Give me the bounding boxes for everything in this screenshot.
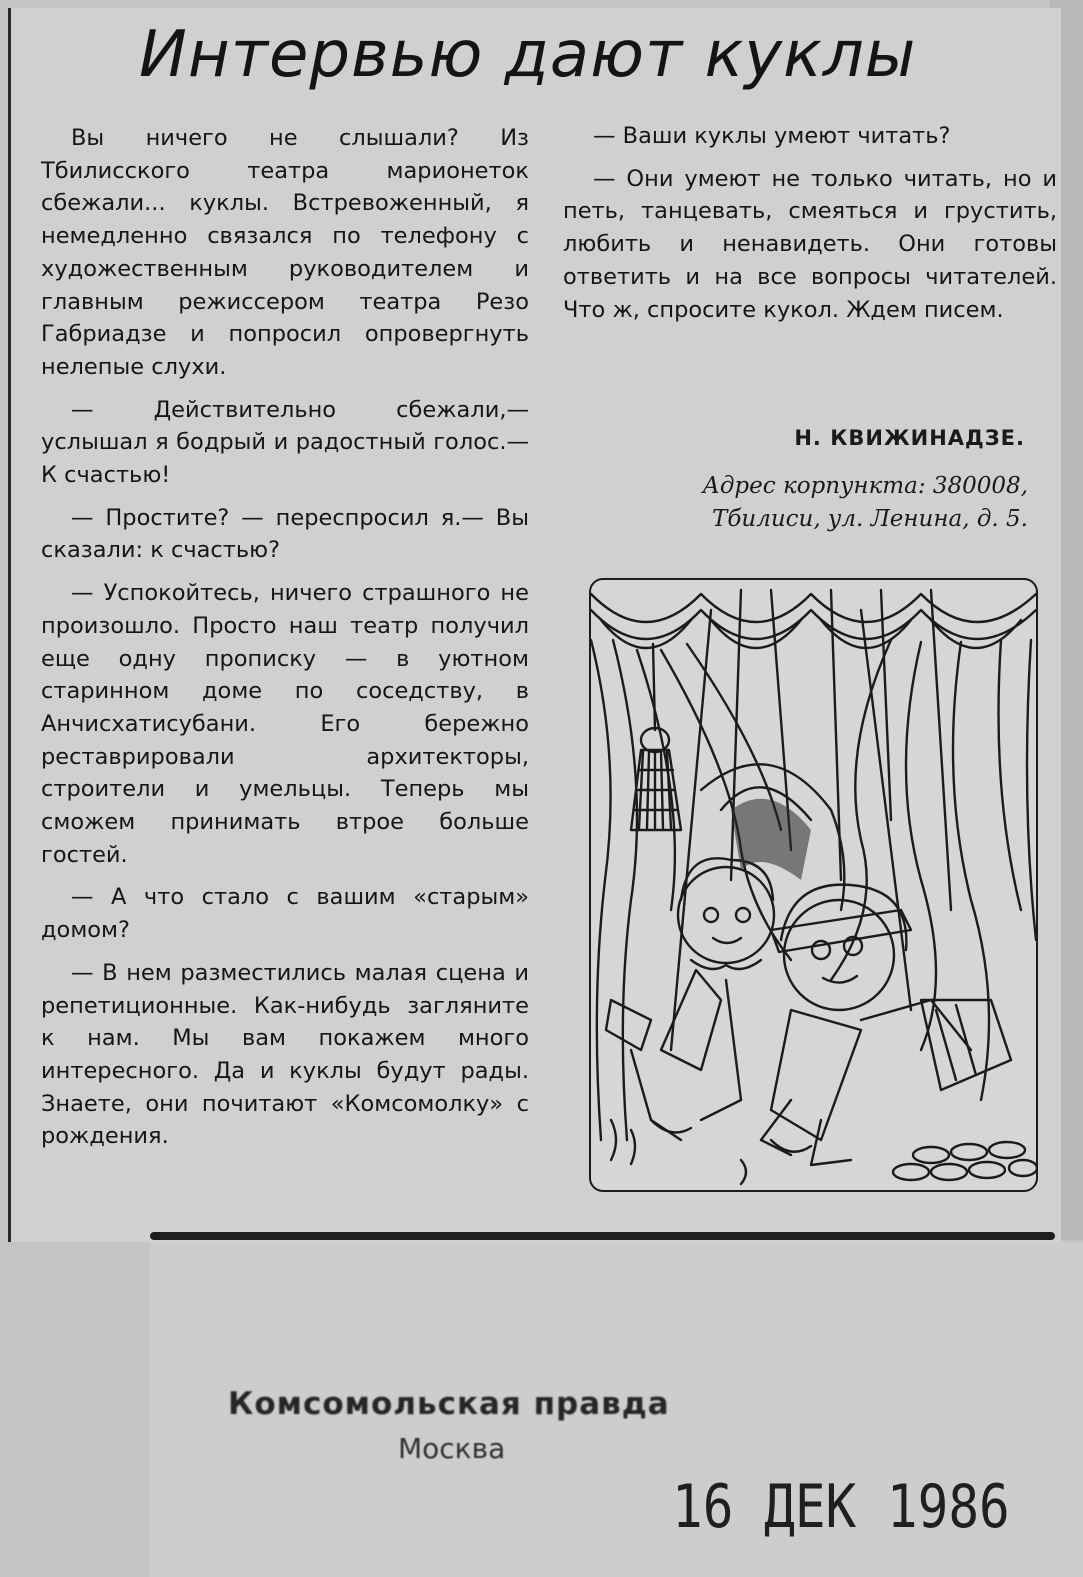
address-line: Тбилиси, ул. Ленина, д. 5.: [712, 506, 1028, 532]
clipping-cut-edge: [150, 1232, 1055, 1240]
puppet-drawing-icon: [591, 580, 1036, 1190]
bureau-address: [558, 470, 1028, 536]
paragraph: — Они умеют не только читать, но и петь, танцевать, смеяться и грустить, любить и ненавидеть. Они готовы ответить и на все вопросы читателей. Что ж, спросите кукол. Ждем писем.: [563, 165, 1057, 323]
paragraph: — Успокойтесь, ничего страшного не произошло. Просто наш театр получил еще одну прописку — в уютном старинном доме по соседству, в Анчисхатисубани. Его бережно реставрировали архитекторы, строители и умельцы. Теперь мы сможем принимать втрое больше гостей.: [41, 580, 529, 868]
date-stamp: 16 ДЕК 1986: [672, 1472, 1010, 1542]
paragraph: Вы ничего не слышали? Из Тбилисского театра марионеток сбежали... куклы. Встревоженный, я немедленно связался по телефону с художественным руководителем и главным режиссером театра Резо Габриадзе и попросил опровергнуть нелепые слухи.: [41, 125, 529, 380]
author-signature: Н. КВИЖИНАДЗЕ.: [794, 426, 1025, 450]
article-right-column: [563, 120, 1057, 336]
newspaper-stamp-name: Комсомольская правда: [228, 1386, 670, 1422]
paragraph: — Действительно сбежали,— услышал я бодрый и радостный голос.— К счастью!: [41, 396, 529, 489]
paragraph: — Простите? — переспросил я.— Вы сказали: к счастью?: [41, 504, 529, 564]
article-left-column: [41, 122, 529, 1163]
newspaper-clipping: [8, 8, 1061, 1242]
puppet-theater-illustration-icon: [589, 578, 1038, 1192]
paragraph: — В нем разместились малая сцена и репетиционные. Как-нибудь загляните к нам. Мы вам покажем много интересного. Да и куклы будут рады. Знаете, они почитают «Комсомолку» с рождения.: [41, 959, 529, 1150]
paragraph: — Ваши куклы умеют читать?: [593, 123, 951, 149]
article-title: Интервью дают куклы: [139, 18, 917, 92]
newspaper-stamp-city: Москва: [398, 1432, 506, 1465]
address-line: Адрес корпункта: 380008,: [702, 473, 1028, 499]
paragraph: — А что стало с вашим «старым» домом?: [41, 884, 529, 944]
